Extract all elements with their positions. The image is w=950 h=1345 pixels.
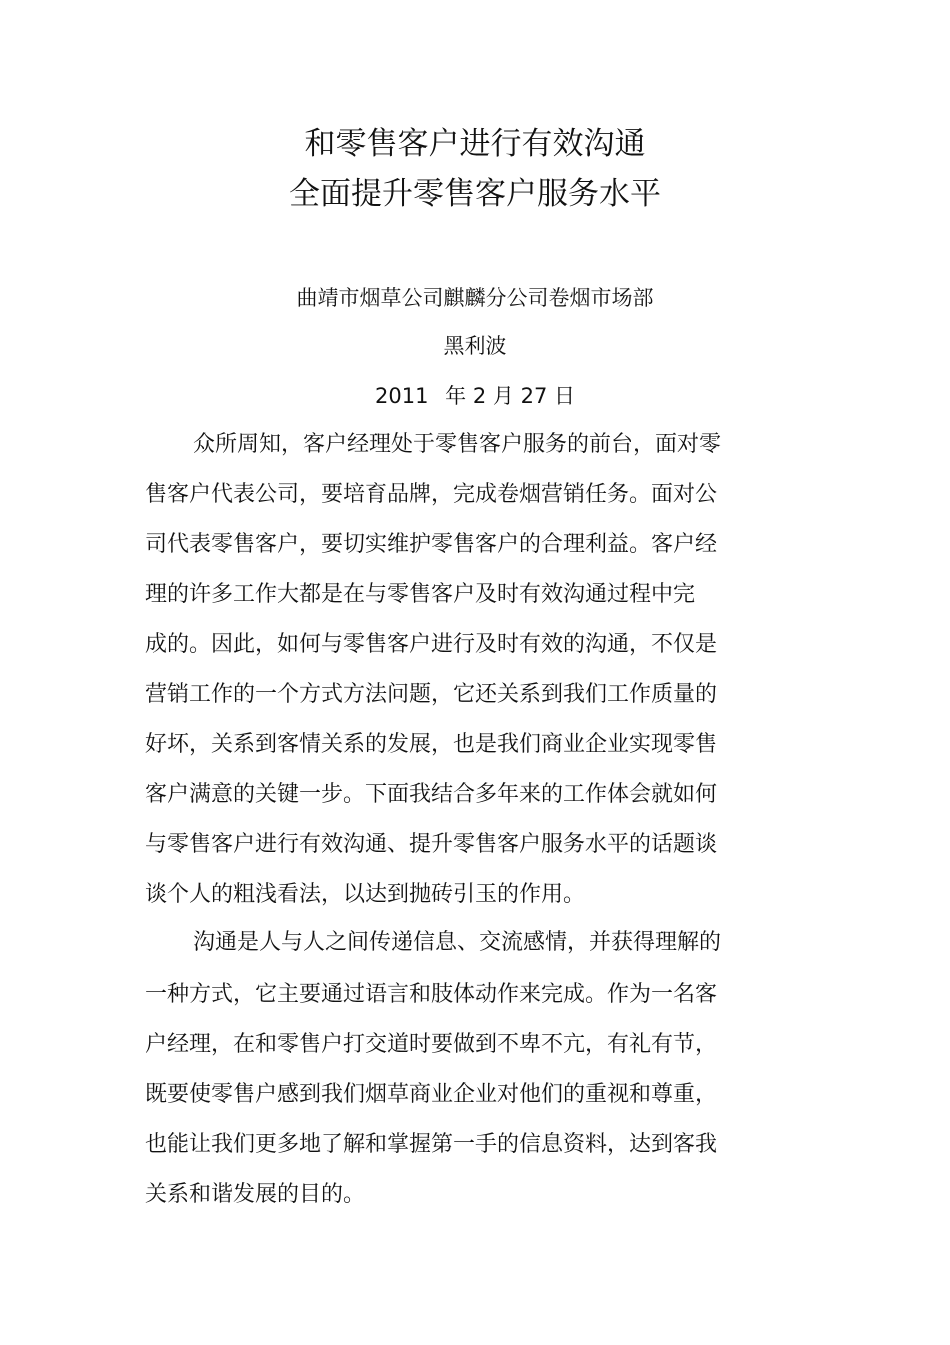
- author-name: 黑利波: [443, 334, 507, 358]
- paragraph-1-line: 与零售客户进行有效沟通、提升零售客户服务水平的话题谈: [145, 832, 718, 857]
- date-year-char: 年: [445, 384, 467, 408]
- paragraph-1-line: 成的。因此，如何与零售客户进行及时有效的沟通，不仅是: [145, 632, 718, 657]
- date-month-char: 月: [492, 384, 514, 408]
- date-year: 2011: [375, 384, 429, 408]
- paragraph-2-line: 既要使零售户感到我们烟草商业企业对他们的重视和尊重，: [145, 1082, 718, 1107]
- paragraph-2-line: 一种方式，它主要通过语言和肢体动作来完成。作为一名客: [145, 982, 718, 1007]
- paragraph-2-line: 关系和谐发展的目的。: [145, 1182, 366, 1207]
- author-organization: 曲靖市烟草公司麒麟分公司卷烟市场部: [296, 286, 654, 310]
- paragraph-1-line: 众所周知，客户经理处于零售客户服务的前台，面对零: [193, 432, 722, 457]
- document-date: [0, 381, 950, 411]
- paragraph-2-line: 沟通是人与人之间传递信息、交流感情，并获得理解的: [193, 930, 722, 955]
- paragraph-1-line: 司代表零售客户，要切实维护零售客户的合理利益。客户经: [145, 532, 718, 557]
- paragraph-1-line: 售客户代表公司，要培育品牌，完成卷烟营销任务。面对公: [145, 482, 718, 507]
- paragraph-2-line: 也能让我们更多地了解和掌握第一手的信息资料，达到客我: [145, 1132, 718, 1157]
- paragraph-1-line: 营销工作的一个方式方法问题，它还关系到我们工作质量的: [145, 682, 718, 707]
- title-line-1: 和零售客户进行有效沟通: [304, 126, 646, 162]
- paragraph-2-line: 户经理，在和零售户打交道时要做到不卑不亢，有礼有节，: [145, 1032, 718, 1057]
- paragraph-1-line: 好坏，关系到客情关系的发展，也是我们商业企业实现零售: [145, 732, 718, 757]
- date-day: 27: [520, 384, 548, 408]
- date-day-char: 日: [554, 384, 575, 408]
- title-line-2: 全面提升零售客户服务水平: [289, 176, 661, 212]
- date-month: 2: [472, 384, 487, 408]
- paragraph-1-line: 谈个人的粗浅看法，以达到抛砖引玉的作用。: [145, 882, 586, 907]
- paragraph-1-line: 理的许多工作大都是在与零售客户及时有效沟通过程中完: [145, 582, 696, 607]
- paragraph-1-line: 客户满意的关键一步。下面我结合多年来的工作体会就如何: [145, 782, 718, 807]
